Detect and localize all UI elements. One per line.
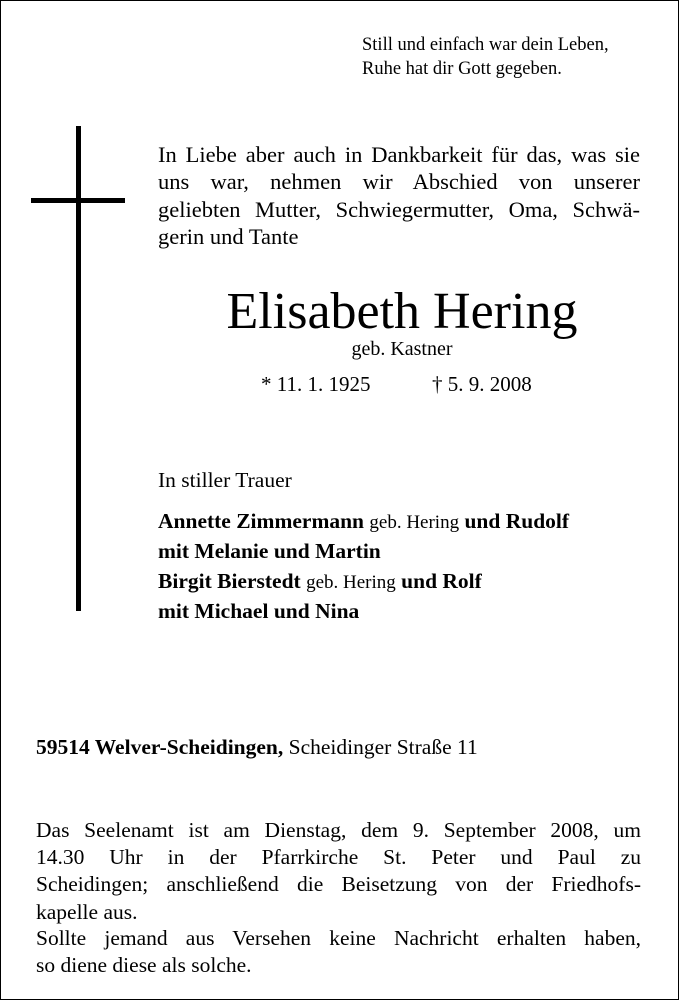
intro-line: geliebten Mutter, Schwiegermutter, Oma, Schwä- (158, 196, 640, 222)
cross-icon-bar (31, 198, 125, 203)
mourner-partner: und Rolf (401, 569, 482, 593)
intro-text (158, 141, 640, 250)
death-date: † 5. 9. 2008 (432, 372, 532, 396)
deceased-name: Elisabeth Hering (226, 283, 578, 340)
motto-line-1: Still und einfach war dein Leben, (362, 35, 609, 55)
mourner-name: Annette Zimmermann (158, 509, 365, 533)
address-street: Scheidinger Straße 11 (288, 735, 478, 759)
service-line: Das Seelenamt ist am Dienstag, dem 9. September 2008, um (36, 818, 641, 842)
address-city: 59514 Welver-Scheidingen, (36, 735, 284, 759)
notice-line: so diene diese als solche. (36, 953, 252, 978)
service-information (36, 817, 641, 926)
mourner-name: Birgit Bierstedt (158, 569, 301, 593)
service-line: 14.30 Uhr in der Pfarrkirche St. Peter und Paul zu (36, 845, 641, 870)
birth-date: * 11. 1. 1925 (261, 372, 371, 396)
motto-line-2: Ruhe hat dir Gott gegeben. (362, 59, 562, 79)
intro-line: uns war, nehmen wir Abschied von unserer (158, 169, 640, 195)
mourner-partner: und Rudolf (464, 509, 570, 533)
notification-note (36, 925, 641, 979)
family-address (36, 734, 478, 760)
mourner-nee: geb. Hering (306, 572, 396, 593)
mourner-children: mit Michael und Nina (158, 599, 360, 623)
mourner-children: mit Melanie und Martin (158, 539, 381, 563)
intro-line: In Liebe aber auch in Dankbarkeit für das, was sie (158, 142, 640, 167)
service-line: Scheidingen; anschließend die Beisetzung von der Friedhofs- (36, 872, 641, 897)
notice-line: Sollte jemand aus Versehen keine Nachricht erhalten haben, (36, 926, 641, 950)
mourner-nee: geb. Hering (369, 512, 460, 533)
maiden-name: geb. Kastner (351, 338, 453, 360)
mourner-family-1 (158, 507, 569, 566)
motto-verse (362, 33, 609, 81)
intro-line: gerin und Tante (158, 223, 299, 249)
mourner-family-2 (158, 567, 482, 626)
service-line: kapelle aus. (36, 899, 138, 924)
mourning-heading: In stiller Trauer (158, 468, 292, 492)
